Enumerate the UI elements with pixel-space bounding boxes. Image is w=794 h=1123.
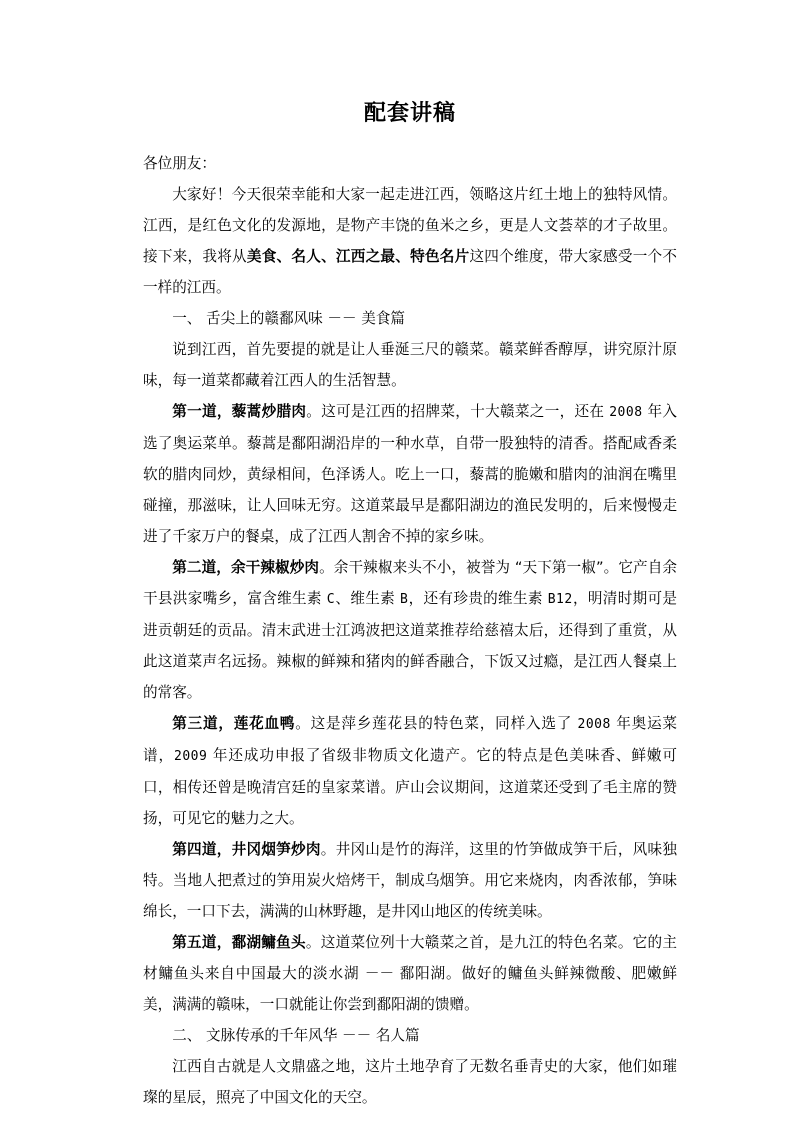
paragraph-dish-5 <box>143 927 677 1020</box>
vitamin-b-label: B <box>399 592 409 607</box>
dish-5-text-b: 鄱阳湖。做好的鳙鱼头鲜辣微酸、肥嫩鲜美，满满的赣味，一口就能让你尝到鄱阳湖的馈赠。 <box>143 965 678 1013</box>
dish-5-name: 第五道，鄱湖鳙鱼头 <box>172 934 306 951</box>
paragraph-section2-lead: 江西自古就是人文鼎盛之地，这片土地孕育了无数名垂青史的大家，他们如璀璨的星辰，照亮了中国文化的天空。 <box>143 1058 677 1106</box>
paragraph-dish-1 <box>143 396 677 552</box>
vitamin-c-label: C <box>326 592 336 607</box>
dish-3-text-c: 年还成功申报了省级非物质文化遗产。它的特点是色美味香、鲜嫩可口，相传还曾是晚清宫廷的皇家菜谱。庐山会议期间，这道菜还受到了毛主席的赞扬，可见它的魅力之大。 <box>143 747 677 827</box>
paragraph-intro <box>143 179 677 303</box>
document-body <box>143 96 677 1113</box>
paragraph-dish-4 <box>143 834 677 927</box>
intro-text-bold: 美食、名人、江西之最、特色名片 <box>246 248 470 265</box>
salutation-line: 各位朋友： <box>143 155 216 172</box>
dish-3-year-2: 2009 <box>174 749 208 764</box>
vitamin-b12-label: B12 <box>547 592 573 607</box>
paragraph-dish-2 <box>143 552 677 708</box>
dish-3-text-b: 年奥运菜谱， <box>143 715 677 764</box>
dish-3-name: 第三道，莲花血鸭 <box>172 715 296 732</box>
dish-1-year: 2008 <box>609 405 643 420</box>
dish-1-name: 第一道，藜蒿炒腊肉 <box>172 403 307 420</box>
dish-2-name: 第二道，余干辣椒炒肉 <box>172 559 320 576</box>
paragraph-dish-3 <box>143 708 677 834</box>
section-heading-1: 一、 舌尖上的赣鄱风味 －－ 美食篇 <box>172 310 406 327</box>
dish-4-name: 第四道，井冈烟笋炒肉 <box>172 841 321 858</box>
dish-2-text-b: 、维生素 <box>335 590 400 607</box>
paragraph-section1-lead: 说到江西，首先要提的就是让人垂涎三尺的赣菜。赣菜鲜香醇厚，讲究原汁原味，每一道菜都藏着江西人的生活智慧。 <box>143 341 677 389</box>
dish-2-text-a: 。余干辣椒来头不小，被誉为 “天下第一椒”。它产自余干县洪家嘴乡，富含维生素 <box>143 559 677 607</box>
dish-2-text-c: ，还有珍贵的维生素 <box>408 590 548 607</box>
dish-1-text-a: 。这可是江西的招牌菜，十大赣菜之一，还在 <box>306 403 610 420</box>
dish-2-text-d: ，明清时期可是进贡朝廷的贡品。清末武进士江鸿波把这道菜推荐给慈禧太后，还得到了重赏，从此这道菜声名远扬。辣椒的鲜辣和猪肉的鲜香融合，下饭又过瘾，是江西人餐桌上的常客。 <box>143 590 678 701</box>
dish-5-text-a: 。这道菜位列十大赣菜之首，是九江的特色名菜。它的主材鳙鱼头来自中国最大的淡水湖 <box>143 934 677 982</box>
dish-4-text: 。井冈山是竹的海洋，这里的竹笋做成笋干后，风味独特。当地人把煮过的笋用炭火焙烤干，制成乌烟笋。用它来烧肉，肉香浓郁，笋味绵长，一口下去，满满的山林野趣，是井冈山地区的传统美味。 <box>143 841 677 920</box>
em-dash-separator: －－ <box>364 965 395 982</box>
intro-text-pre: 大家好！今天很荣幸能和大家一起走进江西，领略这片红土地上的独特风情。江西，是红色文化的发源地，是物产丰饶的鱼米之乡，更是人文荟萃的才子故里。接下来，我将从 <box>143 186 677 265</box>
page-title: 配套讲稿 <box>363 100 456 126</box>
section-heading-2: 二、 文脉传承的千年风华 －－ 名人篇 <box>172 1027 420 1044</box>
intro-text-post: 这四个维度，带大家感受一个不一样的江西。 <box>143 248 677 296</box>
dish-1-text-b: 年入选了奥运菜单。藜蒿是鄱阳湖沿岸的一种水草，自带一股独特的清香。搭配咸香柔软的腊肉同炒，黄绿相间，色泽诱人。吃上一口，藜蒿的脆嫩和腊肉的油润在嘴里碰撞，那滋味，让人回味无穷。这道菜最早是鄱阳湖边的渔民发明的，后来慢慢走进了千家万户的餐桌，成了江西人割舍不掉的家乡味。 <box>143 403 677 545</box>
dish-3-year-1: 2008 <box>577 717 611 732</box>
dish-3-text-a: 。这是萍乡莲花县的特色菜，同样入选了 <box>295 715 578 732</box>
